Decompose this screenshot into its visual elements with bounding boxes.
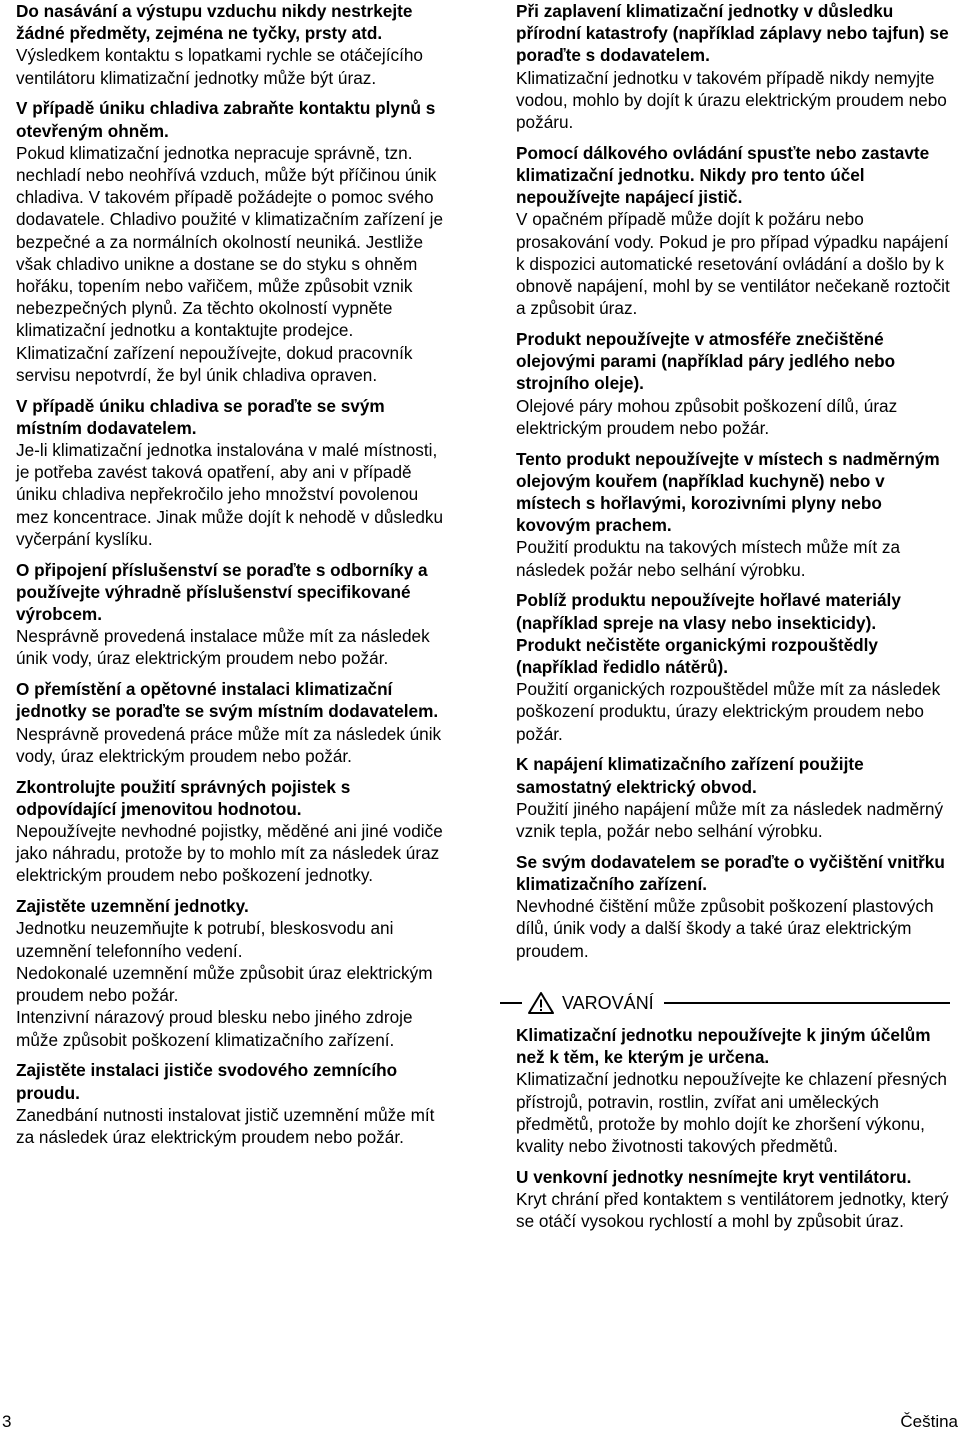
safety-item (516, 0, 950, 133)
safety-item (16, 895, 448, 1050)
item-body: Klimatizační jednotku v takovém případě nikdy nemyjte vodou, mohlo by dojít k úrazu elektrickým proudem nebo požáru. (516, 67, 947, 133)
item-body: Použití produktu na takových místech může mít za následek požár nebo selhání výrobku. (516, 537, 901, 580)
item-heading: Pomocí dálkového ovládání spusťte nebo zastavte klimatizační jednotku. Nikdy pro tento účel nepoužívejte napájecí jistič. (516, 142, 930, 208)
item-heading: V případě úniku chladiva se poraďte se svým místním dodavatelem. (16, 395, 385, 438)
safety-item (516, 1166, 950, 1233)
item-body: Nepoužívejte nevhodné pojistky, měděné ani jiné vodiče jako náhradu, protože by to mohlo mít za následek úraz elektrickým proudem nebo poškození jednotky. (16, 821, 443, 886)
item-body: Kryt chrání před kontaktem s ventilátorem jednotky, který se otáčí vysokou rychlostí a mohl by způsobit úraz. (516, 1188, 949, 1232)
safety-item (516, 1024, 950, 1157)
safety-item (516, 589, 950, 633)
item-body: Pokud klimatizační jednotka nepracuje správně, tzn. nechladí nebo neohřívá vzduch, může být příčinou únik chladiva. V takovém případě požádejte o pomoc svého dodavatele. Chladivo použité v klimatizačním zařízení je bezpečné a za normálních okolností neuniká. Jestliže však chladivo unikne a dostane se do styku s ohněm hořáku, topením nebo vařičem, může způsobit vznik nebezpečných plynů. Za těchto okolností vypněte klimatizační jednotku a kontaktujte prodejce. Klimatizační zařízení nepoužívejte, dokud pracovník servisu nepotvrdí, že byl únik chladiva opraven. (16, 142, 444, 385)
left-column (16, 0, 448, 1157)
item-heading: Při zaplavení klimatizační jednotky v důsledku přírodní katastrofy (například záplavy nebo tajfun) se poraďte s dodavatelem. (516, 1, 949, 66)
warning-triangle-icon (528, 991, 554, 1015)
item-body: Nevhodné čištění může způsobit poškození plastových dílů, únik vody a další škody a také úraz elektrickým proudem. (516, 896, 934, 961)
warning-header (500, 987, 950, 1019)
safety-item (516, 851, 950, 962)
item-heading: Poblíž produktu nepoužívejte hořlavé materiály (například spreje na vlasy nebo insekticidy). (516, 590, 901, 633)
item-body: Použití jiného napájení může mít za následek nadměrný vznik tepla, požár nebo selhání výrobku. (516, 798, 944, 842)
item-heading: Zkontrolujte použití správných pojistek s odpovídající jmenovitou hodnotou. (16, 776, 351, 819)
item-body: Jednotku neuzemňujte k potrubí, bleskosvodu ani uzemnění telefonního vedení. (16, 918, 394, 961)
item-heading: O připojení příslušenství se poraďte s odborníky a používejte výhradně příslušenství specifikované výrobcem. (16, 559, 428, 625)
item-body: Olejové páry mohou způsobit poškození dílů, úraz elektrickým proudem nebo požár. (516, 395, 898, 438)
item-heading: Produkt nepoužívejte v atmosféře znečištěné olejovými parami (například páry jedlého nebo strojního oleje). (516, 329, 896, 394)
item-body: Nesprávně provedená instalace může mít za následek únik vody, úraz elektrickým proudem nebo požár. (16, 626, 430, 669)
item-heading: Se svým dodavatelem se poraďte o vyčištění vnitřku klimatizačního zařízení. (516, 851, 945, 895)
language-label: Čeština (900, 1412, 958, 1431)
safety-item (16, 395, 448, 550)
safety-item (16, 678, 448, 767)
safety-item (516, 328, 950, 439)
item-body: Použití organických rozpouštědel může mít za následek poškození produktu, úrazy elektrickým proudem nebo požár. (516, 679, 941, 744)
safety-item (16, 1059, 448, 1148)
item-heading: Tento produkt nepoužívejte v místech s nadměrným olejovým kouřem (například kuchyně) nebo v místech s hořlavými, korozivními plyny nebo kovovým prachem. (516, 448, 940, 536)
safety-item (16, 776, 448, 887)
right-column (516, 0, 950, 1241)
item-body: Intenzivní nárazový proud blesku nebo jiného zdroje může způsobit poškození klimatizačního zařízení. (16, 1007, 413, 1050)
safety-item (516, 448, 950, 581)
safety-item (16, 0, 448, 89)
item-body: Výsledkem kontaktu s lopatkami rychle se otáčejícího ventilátoru klimatizační jednotky může být úraz. (16, 45, 423, 88)
safety-item (16, 559, 448, 670)
item-heading: V případě úniku chladiva zabraňte kontaktu plynů s otevřeným ohněm. (16, 98, 436, 141)
item-heading: Do nasávání a výstupu vzduchu nikdy nestrkejte žádné předměty, zejména ne tyčky, prsty atd. (16, 1, 413, 44)
safety-item (516, 753, 950, 842)
item-heading: Zajistěte instalaci jističe svodového zemnícího proudu. (16, 1060, 398, 1103)
item-body: Je-li klimatizační jednotka instalována v malé místnosti, je potřeba zavést taková opatření, aby ani v případě úniku chladiva nepřekročilo jeho množství povolenou mez koncentrace. Jinak může dojít k nehodě v důsledku vyčerpání kyslíku. (16, 440, 444, 549)
item-heading: Klimatizační jednotku nepoužívejte k jiným účelům než k těm, ke kterým je určena. (516, 1024, 931, 1068)
item-heading: Zajistěte uzemnění jednotky. (16, 896, 249, 917)
item-body: Zanedbání nutnosti instalovat jistič uzemnění může mít za následek úraz elektrickým proudem nebo požár. (16, 1104, 435, 1147)
item-heading: U venkovní jednotky nesnímejte kryt ventilátoru. (516, 1166, 912, 1187)
item-heading: O přemístění a opětovné instalaci klimatizační jednotky se poraďte se svým místním dodavatelem. (16, 679, 439, 722)
page-number: 3 (2, 1412, 12, 1431)
safety-item (516, 142, 950, 320)
warning-label: VAROVÁNÍ (562, 992, 654, 1013)
warning-rule-right (664, 1002, 950, 1004)
item-body: Klimatizační jednotku nepoužívejte ke chlazení přesných přístrojů, potravin, rostlin, zvířat ani uměleckých předmětů, protože by mohlo dojít ke zhoršení výkonu, kvality nebo životnosti takových předmětů. (516, 1069, 947, 1156)
warning-rule-left (500, 1002, 522, 1004)
item-body: Nedokonalé uzemnění může způsobit úraz elektrickým proudem nebo požár. (16, 962, 433, 1006)
item-heading: Produkt nečistěte organickými rozpouštědly (například ředidlo nátěrů). (516, 634, 878, 678)
safety-item (16, 97, 448, 386)
safety-item (516, 634, 950, 745)
item-body: V opačném případě může dojít k požáru nebo prosakování vody. Pokud je pro případ výpadku napájení k dispozici automatické resetování ovládání a došlo by k obnově napájení, mohl by se ventilátor nečekaně roztočit a způsobit úraz. (516, 209, 950, 319)
item-body: Nesprávně provedená práce může mít za následek únik vody, úraz elektrickým proudem nebo požár. (16, 723, 442, 766)
item-heading: K napájení klimatizačního zařízení použijte samostatný elektrický obvod. (516, 754, 864, 797)
